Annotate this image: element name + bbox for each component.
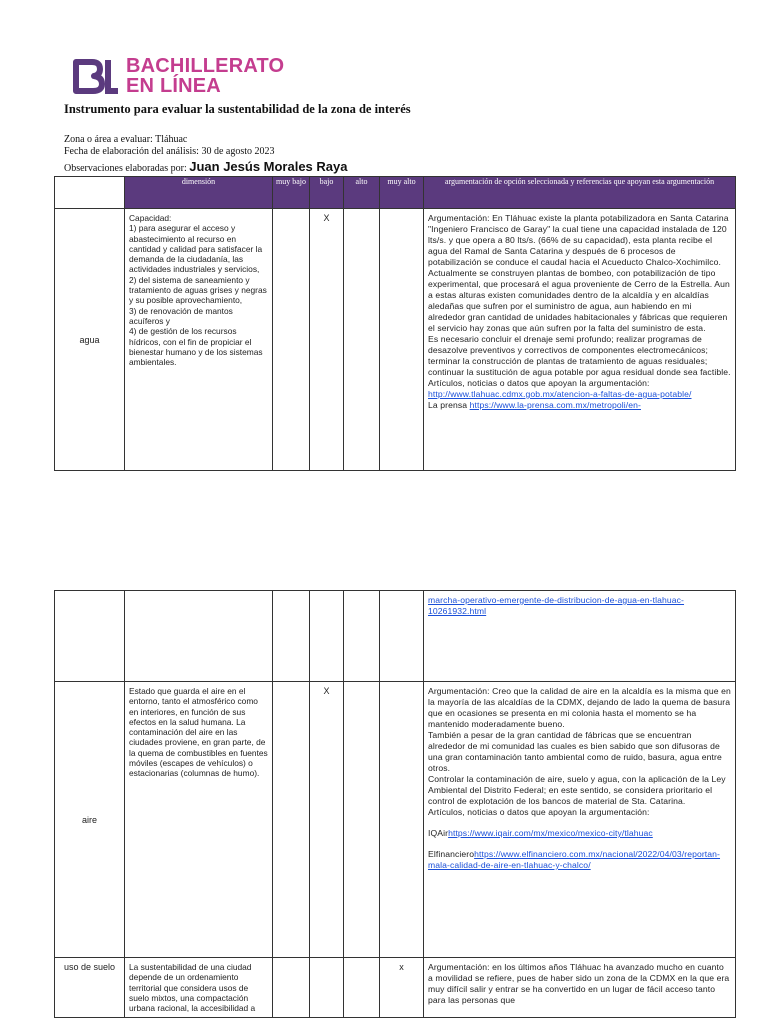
logo-mark-icon	[72, 58, 120, 94]
fecha-value: 30 de agosto 2023	[201, 146, 275, 157]
zona-line	[64, 134, 187, 145]
document-title: Instrumento para evaluar la sustentabilidad de la zona de interés	[64, 102, 411, 116]
spacer	[428, 839, 731, 849]
argument-text: También a pesar de la gran cantidad de fábricas que se encuentran alrededor de mi comunidad las cuales es bien sabido que son difusoras de una gran contaminación tanto ambiental como de ruido, basura, agua entre otros.	[428, 730, 722, 773]
table-row-agua-continued	[55, 591, 736, 682]
header-bajo: bajo	[310, 177, 344, 209]
rating-muy-bajo	[273, 682, 310, 958]
rating-muy-bajo	[273, 958, 310, 1018]
empty-cell	[273, 591, 310, 682]
rating-alto	[344, 958, 380, 1018]
rating-alto	[344, 682, 380, 958]
iqair-label: IQAir	[428, 828, 449, 838]
empty-header-cell	[55, 177, 125, 209]
header-muy-bajo: muy bajo	[273, 177, 310, 209]
argumentation-cell	[424, 682, 736, 958]
argumentation-cell: Argumentación: en los últimos años Tláhuac ha avanzado mucho en cuanto a movilidad se refiere, pues de haber sido un zona de la CDMX en la que era muy difícil salir y entrar se ha convertido en un lugar de fácil acceso tanto para las personas que	[424, 958, 736, 1018]
rating-alto	[344, 209, 380, 471]
header-dimension: dimensión	[125, 177, 273, 209]
reference-link-prensa[interactable]: https://www.la-prensa.com.mx/metropoli/en-	[469, 400, 641, 410]
argument-text: Controlar la contaminación de aire, suelo y agua, con la aplicación de la Ley Ambiental del Distrito Federal; en este sentido, se considera prioritario el control de explotación de los bancos de material de Sta. Catarina.	[428, 774, 726, 806]
empty-cell	[125, 591, 273, 682]
evaluation-table-page-2	[54, 590, 736, 1018]
empty-cell	[344, 591, 380, 682]
empty-cell	[310, 591, 344, 682]
fecha-line	[64, 146, 275, 157]
table-row-aire	[55, 682, 736, 958]
capacity-text: Capacidad:	[129, 213, 172, 223]
logo-line-2: EN LÍNEA	[126, 75, 221, 97]
elfinanciero-label: Elfinanciero	[428, 849, 475, 859]
dimension-name: aire	[55, 682, 125, 958]
table-row-agua	[55, 209, 736, 471]
argument-text: Actualmente se construyen plantas de bombeo, con potabilización de tipo experimental, que procesará el agua proveniente de Cerro de la Estrella. Aun a estas alturas existen comunidades dentro de la alcaldía y en alcaldías aledañas que sufren por el suministro de agua, aun habiendo en mi alrededor gran cantidad de unidades habitacionales y fábricas que requieren el servicio hay zonas que aún sufren por la falta del suministro de esta.	[428, 268, 730, 333]
rating-muy-alto	[380, 682, 424, 958]
observaciones-author: Juan Jesús Morales Raya	[189, 159, 348, 174]
argument-text: Es necesario concluir el drenaje semi profundo; realizar programas de desazolve preventivos y correctivos de componentes electromecánicos; terminar la construcción de plantas de tratamiento de aguas residuales; continuar la sustitución de agua potable por agua residual donde sea factible.	[428, 334, 731, 377]
observaciones-line	[64, 159, 347, 174]
rating-muy-bajo	[273, 209, 310, 471]
bachillerato-logo	[72, 54, 302, 100]
fecha-label: Fecha de elaboración del análisis:	[64, 146, 202, 157]
dimension-description: Estado que guarda el aire en el entorno, tanto el atmosférico como en interiores, en función de sus efectos en la salud humana. La contaminación del aire en las ciudades proviene, en gran parte, de la quema de combustibles en fuentes móviles (escapes de vehículos) o estacionarias (columnas de humo).	[125, 682, 273, 958]
capacity-text: 4) de gestión de los recursos hídricos, con el fin de propiciar el bienestar humano y de los sistemas ambientales.	[129, 326, 263, 368]
zona-label: Zona o área a evaluar:	[64, 134, 156, 145]
zona-value: Tláhuac	[155, 134, 188, 145]
capacity-text: 2) del sistema de saneamiento y tratamiento de aguas grises y negras y su posible aprovechamiento,	[129, 274, 267, 306]
capacity-text: 3) de renovación de mantos acuíferos y	[129, 305, 233, 326]
argument-text: Argumentación: En Tláhuac existe la planta potabilizadora en Santa Catarina "Ingeniero Francisco de Garay" la cual tiene una capacidad instalada de 120 lts/s. y que opera a 80 lts/s. (66% de su capacidad), esta planta recibe el agua del Ramal de Santa Catarina y después de 6 procesos de potabilización se conduce el caudal hacia el Acueducto Chalco-Xochimilco.	[428, 213, 729, 267]
dimension-description	[125, 209, 273, 471]
table-row-uso-de-suelo	[55, 958, 736, 1018]
argument-text: Artículos, noticias o datos que apoyan la argumentación:	[428, 807, 650, 817]
reference-link-tlahuac[interactable]: http://www.tlahuac.cdmx.gob.mx/atencion-a-faltas-de-agua-potable/	[428, 389, 692, 399]
reference-link-prensa-continued[interactable]: marcha-operativo-emergente-de-distribucion-de-agua-en-tlahuac-10261932.html	[428, 595, 685, 616]
rating-bajo-mark: X	[310, 209, 344, 471]
argument-text: Artículos, noticias o datos que apoyan la argumentación:	[428, 378, 650, 388]
rating-bajo	[310, 958, 344, 1018]
rating-bajo-mark: X	[310, 682, 344, 958]
table-header-row	[55, 177, 736, 209]
evaluation-table-page-1	[54, 176, 736, 471]
logo-line-1: BACHILLERATO	[126, 55, 285, 77]
rating-muy-alto	[380, 209, 424, 471]
empty-cell	[380, 591, 424, 682]
argumentation-cell	[424, 209, 736, 471]
dimension-name: agua	[55, 209, 125, 471]
spacer	[428, 818, 731, 828]
dimension-name: uso de suelo	[55, 958, 125, 1018]
header-muy-alto: muy alto	[380, 177, 424, 209]
reference-link-iqair[interactable]: https://www.iqair.com/mx/mexico/mexico-city/tlahuac	[448, 828, 653, 838]
capacity-text: 1) para asegurar el acceso y abastecimiento al recurso en cantidad y calidad para satisfacer la demanda de la ciudadanía, las actividades industriales y servicios,	[129, 223, 263, 275]
observaciones-label: Observaciones elaboradas por:	[64, 163, 190, 174]
argumentation-cell	[424, 591, 736, 682]
dimension-description: La sustentabilidad de una ciudad depende de un ordenamiento territorial que considera usos de suelo mixtos, una compactación urbana racional, la accesibilidad a	[125, 958, 273, 1018]
header-argumentacion: argumentación de opción seleccionada y referencias que apoyan esta argumentación	[424, 177, 736, 209]
header-alto: alto	[344, 177, 380, 209]
empty-cell	[55, 591, 125, 682]
prensa-label: La prensa	[428, 400, 470, 410]
reference-link-elfinanciero[interactable]: https://www.elfinanciero.com.mx/nacional/2022/04/03/reportan-mala-calidad-de-aire-en-tlahuac-y-chalco/	[428, 849, 721, 870]
argument-text: Argumentación: Creo que la calidad de aire en la alcaldía es la misma que en la mayoría de las alcaldías de la CDMX, dejando de lado la quema de basura que en ocasiones se presenta en mi colonia hasta el momento se ha mantenido moderadamente bueno.	[428, 686, 731, 729]
rating-muy-alto-mark: x	[380, 958, 424, 1018]
